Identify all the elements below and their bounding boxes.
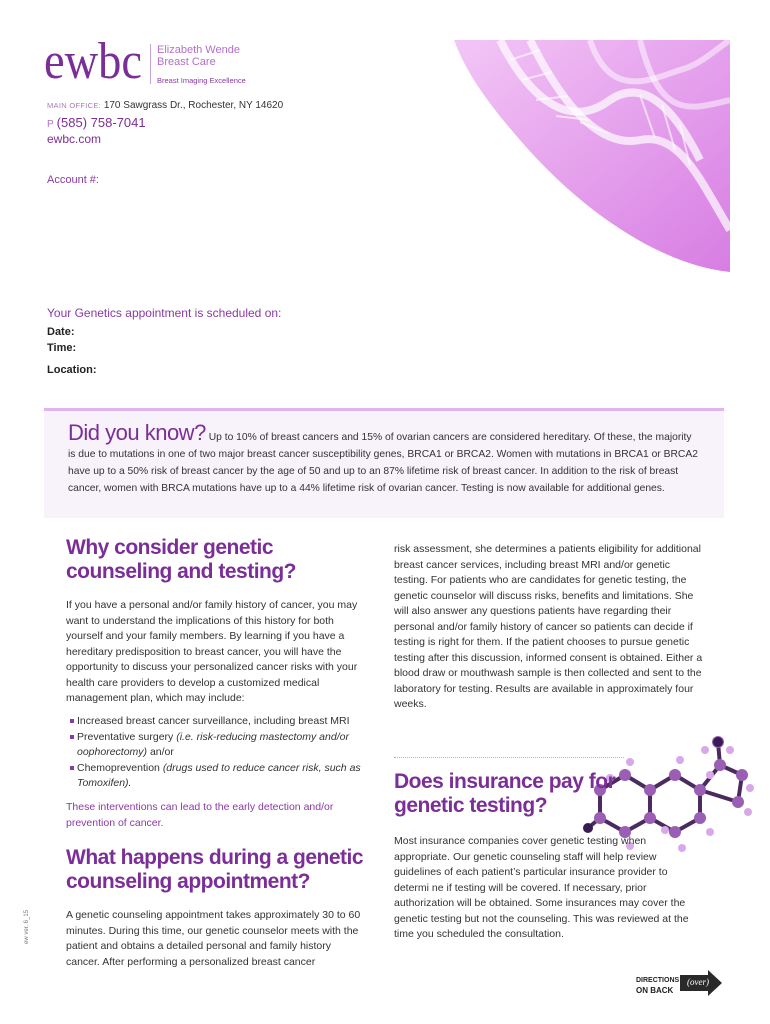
ewbc-logo [44,28,144,88]
logo-name-line1: Elizabeth Wende [157,44,240,56]
phone-number[interactable]: (585) 758-7041 [56,115,146,130]
insurance-heading: Does insurance pay for genetic testing? [394,770,616,817]
why-note: These interventions can lead to the early detection and/or prevention of cancer. [66,801,334,829]
what-paragraph: A genetic counseling appointment takes approximately 30 to 60 minutes. During this time, our genetic counselor meets with the patient and obtains a detailed personal and family history cancer. After performing a personalized breast cancer [66,909,361,968]
logo-mark-text: ewbc [44,33,142,88]
bullet-tail: an/or [147,746,174,758]
account-label: Account #: [47,174,99,186]
bullet-text: Preventative surgery [77,730,177,743]
appointment-time-label: Time: [47,342,77,354]
logo-name-line2: Breast Care [157,56,216,68]
dna-helix-graphic [440,40,730,272]
directions-label-line1: DIRECTIONS [636,977,680,984]
appointment-date-label: Date: [47,326,75,338]
did-you-know-body: Up to 10% of breast cancers and 15% of ovarian cancers are considered hereditary. Of these, the majority is due to mutations in one of two major breast cancer susceptibility genes, BRCA1 or BRCA2. Women with mutations in BRCA1 or BRCA2 have up to a 50% risk of breast cancer by the age of 50 and up to an 87% lifetime risk of breast cancer. In addition to the risk of breast cancer, women with BRCA mutations have up to a 44% lifetime risk of ovarian cancer. Testing is now available for additional genes. [68,432,698,494]
website-link[interactable]: ewbc.com [47,132,102,146]
directions-label-line2: ON BACK [636,986,674,995]
appointment-location-label: Location: [47,364,97,376]
appointment-title: Your Genetics appointment is scheduled on: [47,306,282,320]
list-item [66,761,366,792]
logo-divider [150,44,151,84]
risk-assessment-paragraph: risk assessment, she determines a patients eligibility for additional breast cancer services, including breast MRI and/or genetic testing. For patients who are candidates for genetic testing, the genetic counselor will discuss risks, benefits and limitations. She will also answer any questions patients have regarding their personal and/or family history of cancer so patients can decide if testing is right for them. If the patient chooses to pursue genetic testing after this discussion, informed consent is obtained. Either a blood draw or mouthwash sample is then collected and sent to the laboratory for testing. Results are available in approximately four weeks. [394,543,703,710]
list-item [66,730,366,761]
phone-prefix: P [47,119,54,130]
version-label: ew ver. 6_15 [24,909,30,944]
bullet-emphasis: (i.e. risk-reducing mastectomy and/or oophorectomy) [77,730,349,758]
insurance-paragraph: Most insurance companies cover genetic testing when appropriate. Our genetic counseling staff will help review guidelines of each patient’s particular insurance provider to determi ne if testing will be covered. If necessary, prior authorization will be obtained. Some insurances may cover the genetic testing but not the counseling. This was reviewed at the time you scheduled the consultation. [394,835,689,940]
did-you-know-title: Did you know? [68,420,206,445]
why-bullet-list [66,714,366,792]
list-item [66,714,366,730]
why-heading: Why consider genetic counseling and testing? [66,536,297,583]
did-you-know-text [68,420,698,497]
bullet-text: Chemoprevention [77,761,163,774]
logo-tagline: Breast Imaging Excellence [157,76,246,85]
office-address: 170 Sawgrass Dr., Rochester, NY 14620 [103,100,284,111]
office-label: MAIN OFFICE: [47,101,102,110]
office-address-line [47,100,283,111]
phone-line [47,115,146,130]
what-heading: What happens during a genetic counseling appointment? [66,846,364,893]
bullet-text: Increased breast cancer surveillance, including breast MRI [77,715,350,727]
bullet-emphasis: (drugs used to reduce cancer risk, such as Tomoxifen). [77,761,361,789]
logo-name [157,44,240,68]
over-label: (over) [687,977,709,987]
why-paragraph: If you have a personal and/or family history of cancer, you may want to understand the implications of this history for both yourself and your family members. By learning if you have a hereditary predisposition to breast cancer, you will have the opportunity to discuss your personalized cancer risks with your health care providers to develop a customized medical management plan, which may include: [66,599,358,704]
